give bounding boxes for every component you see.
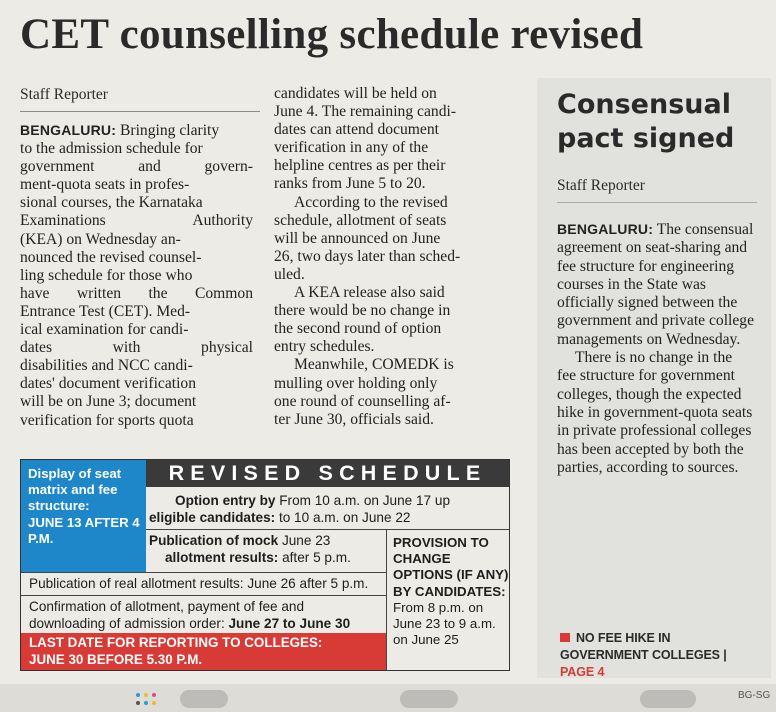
col2-line: According to the revised — [294, 193, 448, 211]
article-column-1 — [20, 121, 253, 430]
col2-line: candidates will be held on — [274, 85, 437, 102]
registration-mark — [400, 690, 458, 708]
col1-line-3: ment-quota seats in profes- — [20, 176, 190, 194]
col1-line-13: disabilities and NCC candi- — [20, 357, 193, 375]
divider — [21, 572, 387, 573]
col1-line-6: (KEA) on Wednesday an- — [20, 230, 181, 248]
col1-line-4: sional courses, the Karnataka — [20, 194, 203, 212]
seat-matrix-label: Display of seat matrix and fee structure: — [28, 466, 122, 513]
sidebar-headline: Consensual pact signed — [557, 89, 735, 154]
divider — [21, 595, 387, 596]
article-column-2 — [274, 85, 510, 429]
headline: CET counselling schedule revised — [20, 11, 644, 58]
teaser-text: NO FEE HIKE IN GOVERNMENT COLLEGES — [560, 631, 720, 662]
registration-mark — [640, 690, 696, 708]
col1-line-1: to the admission schedule for — [20, 140, 203, 158]
confirmation-text: Confirmation of allotment, payment of fee and — [29, 599, 305, 614]
col2-line: there would be no change in — [274, 302, 451, 320]
col2-line: 26, two days later than sched- — [274, 247, 461, 265]
confirmation-text: downloading of admission order: — [29, 615, 225, 631]
col2-line: dates can attend document — [274, 121, 439, 139]
last-date-label: LAST DATE FOR REPORTING TO COLLEGES: — [29, 635, 323, 650]
col1-line-8: ling schedule for those who — [20, 266, 193, 284]
sidebar-paragraph: There is no change in the fee structure for government colleges, though the expected hike in government-quota seats in private professional colleges has been accepted by both the parties, according to sources. — [557, 349, 753, 476]
col2-line: verification in any of the — [274, 139, 429, 157]
provision-label: PROVISION TO CHANGE OPTIONS (IF ANY) BY CANDIDATES: — [393, 535, 509, 599]
confirmation-row — [29, 599, 387, 632]
mock-label: allotment results: — [165, 549, 279, 565]
col2-line: the second round of option — [274, 320, 442, 338]
revised-schedule-box — [20, 459, 510, 671]
red-square-icon — [560, 633, 570, 642]
col2-line: ter June 30, officials said. — [274, 410, 434, 428]
col1-line-0: BENGALURU: Bringing clarity — [20, 122, 220, 139]
col1-line-15: will be on June 3; document — [20, 393, 197, 411]
sidebar-byline: Staff Reporter — [557, 177, 645, 194]
provision-value: From 8 p.m. on June 23 to 9 a.m. on June 25 — [393, 599, 496, 648]
col2-line: schedule, allotment of seats — [274, 211, 447, 229]
option-entry-value: to 10 a.m. on June 22 — [278, 509, 411, 525]
col2-line: mulling over holding only — [274, 374, 438, 392]
col2-line: A KEA release also said — [294, 284, 445, 302]
option-entry-row — [149, 493, 509, 526]
option-entry-label: eligible candidates: — [149, 509, 276, 525]
dateline: BENGALURU: — [20, 122, 117, 138]
col2-line: entry schedules. — [274, 338, 375, 356]
sidebar-dateline: BENGALURU: — [557, 221, 654, 237]
col2-line: one round of counselling af- — [274, 392, 451, 410]
page-folio: BG-SG — [738, 690, 771, 701]
teaser-separator: | — [719, 648, 727, 662]
col2-line: ranks from June 5 to 20. — [274, 175, 426, 193]
col2-line: helpline centres as per their — [274, 157, 446, 175]
col2-line: Meanwhile, COMEDK is — [294, 356, 454, 374]
col1-line-9: have written the Common — [20, 284, 253, 302]
col1-line-7: nounced the revised counsel- — [20, 248, 202, 266]
col1-line-2: government and govern- — [20, 158, 253, 176]
real-allotment-row: Publication of real allotment results: June 26 after 5 p.m. — [29, 576, 369, 591]
col1-line-5: Examinations Authority — [20, 212, 253, 230]
provision-cell — [387, 530, 509, 670]
last-date-cell — [21, 633, 386, 670]
revised-schedule-title: REVISED SCHEDULE — [146, 460, 509, 487]
mock-value: after 5 p.m. — [282, 549, 351, 565]
option-entry-value: From 10 a.m. on June 17 up — [279, 493, 451, 508]
seat-matrix-cell — [21, 460, 146, 572]
last-date-value: JUNE 30 BEFORE 5.30 P.M. — [29, 651, 203, 667]
mock-value: June 23 — [281, 533, 331, 548]
col2-line: will be announced on June — [274, 229, 441, 247]
mock-label: Publication of mock — [149, 533, 279, 548]
col1-line-11: ical examination for candi- — [20, 321, 189, 339]
col1-line-12: dates with physical — [20, 339, 253, 357]
teaser-link[interactable] — [560, 630, 760, 681]
col1-line-10: Entrance Test (CET). Med- — [20, 302, 191, 320]
sidebar-body — [557, 220, 754, 477]
registration-mark — [180, 690, 228, 708]
col2-line: June 4. The remaining candi- — [274, 103, 457, 121]
seat-matrix-date: JUNE 13 AFTER 4 P.M. — [28, 515, 140, 547]
option-entry-label: Option entry by — [175, 493, 276, 508]
byline: Staff Reporter — [20, 86, 108, 103]
col2-line: uled. — [274, 265, 305, 283]
byline-rule — [20, 111, 260, 112]
col1-line-14: dates' document verification — [20, 375, 197, 393]
teaser-page: PAGE 4 — [560, 665, 605, 679]
mock-allotment-row — [149, 533, 385, 566]
confirmation-date: June 27 to June 30 — [228, 615, 351, 631]
sidebar-paragraph: The consensual agreement on seat-sharing and fee structure for engineering courses in the State was officially signed between the government and private college managements on Wednesday. — [557, 221, 755, 348]
sidebar-byline-rule — [557, 202, 757, 203]
col1-line-16: verification for sports quota — [20, 411, 194, 429]
